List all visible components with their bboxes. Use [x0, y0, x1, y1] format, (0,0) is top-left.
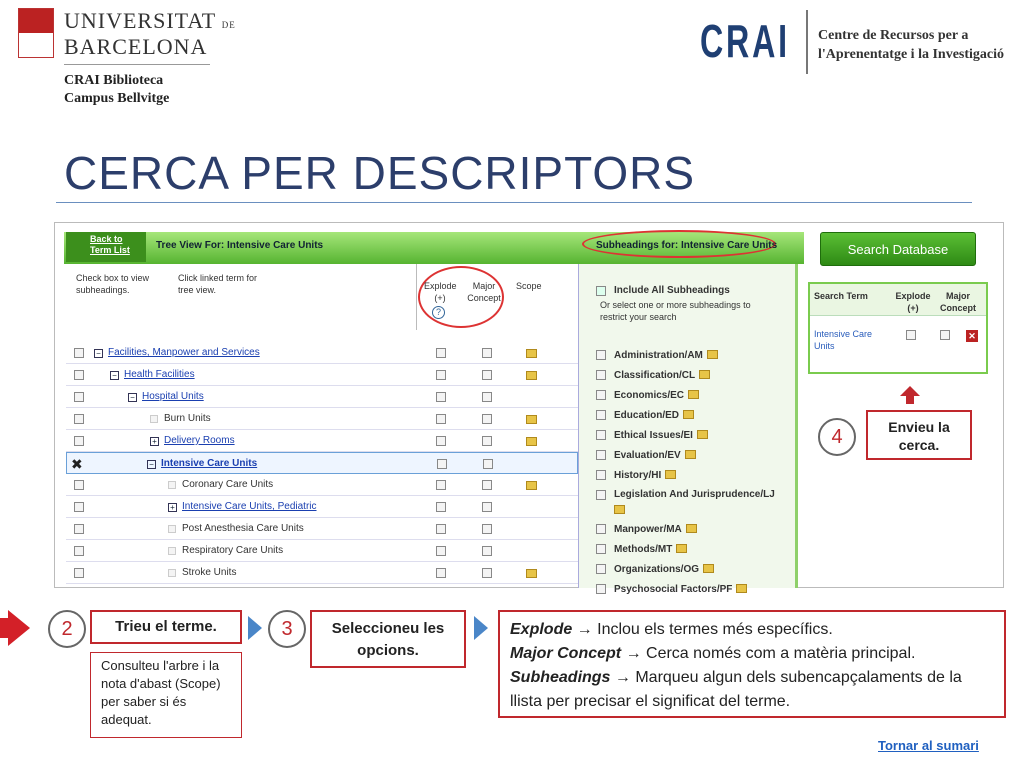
library-line2: Campus Bellvitge [64, 91, 170, 106]
subheading-label: Organizations/OG [614, 564, 700, 575]
explode-checkbox[interactable] [436, 524, 446, 534]
step-4-box: Envieu la cerca. [866, 410, 972, 460]
up-arrow-stem [906, 396, 914, 404]
expand-icon[interactable]: + [168, 503, 177, 512]
term-row [66, 452, 578, 474]
explode-checkbox[interactable] [436, 502, 446, 512]
red-arrow-stem [0, 618, 12, 638]
major-concept-checkbox[interactable] [482, 348, 492, 358]
scope-note-icon[interactable] [685, 450, 696, 459]
explode-checkbox[interactable] [436, 480, 446, 490]
subheading-label: Economics/EC [614, 390, 685, 401]
click-hint: Click linked term for tree view. [178, 273, 258, 295]
subheading-row[interactable] [596, 563, 714, 575]
term-label[interactable]: Health Facilities [124, 369, 195, 380]
col-explode: Explode (+) [424, 281, 457, 303]
term-label: Respiratory Care Units [182, 545, 284, 556]
scope-note-icon[interactable] [526, 437, 537, 446]
collapse-icon[interactable]: − [128, 393, 137, 402]
arrow-right-icon [248, 616, 262, 640]
subheading-row[interactable] [596, 429, 708, 441]
scope-note-icon[interactable] [614, 505, 625, 514]
explode-checkbox[interactable] [436, 348, 446, 358]
expand-icon[interactable]: + [150, 437, 159, 446]
ub-logo [18, 8, 54, 58]
term-row [66, 540, 578, 562]
subheading-checkbox[interactable] [596, 470, 606, 480]
subheading-row[interactable] [596, 449, 696, 461]
subheading-label: Administration/AM [614, 350, 703, 361]
term-checkbox[interactable] [74, 414, 84, 424]
step-2-number: 2 [48, 610, 86, 648]
term-checkbox[interactable] [74, 502, 84, 512]
term-label: Stroke Units [182, 567, 237, 578]
subheading-checkbox[interactable] [596, 584, 606, 594]
subheading-checkbox[interactable] [596, 450, 606, 460]
subheading-checkbox[interactable] [596, 370, 606, 380]
subheading-label: Methods/MT [614, 544, 673, 555]
subheading-checkbox[interactable] [596, 544, 606, 554]
term-row [66, 430, 578, 452]
subheading-row[interactable] [596, 349, 718, 361]
major-concept-checkbox[interactable] [482, 392, 492, 402]
help-icon[interactable]: ? [432, 306, 445, 319]
subheading-row[interactable] [596, 469, 676, 481]
subheading-label: Legislation And Jurisprudence/LJ [614, 489, 775, 500]
term-label: Coronary Care Units [182, 479, 274, 490]
explode-checkbox[interactable] [436, 370, 446, 380]
ub-de: DE [221, 20, 236, 30]
major-concept-checkbox[interactable] [482, 370, 492, 380]
step-3-box: Seleccioneu les opcions. [310, 610, 466, 668]
panel-term[interactable]: Intensive Care Units [814, 329, 873, 351]
subheading-row[interactable] [596, 489, 775, 500]
subheading-label: Psychosocial Factors/PF [614, 584, 733, 595]
crai-text-line1: Centre de Recursos per a [818, 28, 969, 43]
term-label: Burn Units [164, 413, 211, 424]
panel-major-header: Major Concept [940, 291, 976, 313]
explode-checkbox[interactable] [436, 546, 446, 556]
term-row [66, 364, 578, 386]
term-row [66, 496, 578, 518]
remove-term-icon[interactable]: ✕ [966, 330, 978, 342]
major-line: Major Concept → Cerca només com a matèria principal. [510, 645, 916, 662]
crai-logo: CRAI [700, 15, 790, 67]
back-to-term-list-link[interactable]: Back to Term List [66, 232, 146, 262]
explode-checkbox[interactable] [437, 459, 447, 469]
scope-note-icon[interactable] [703, 564, 714, 573]
subheading-checkbox[interactable] [596, 490, 606, 500]
leaf-marker [150, 415, 158, 423]
subheading-label: Evaluation/EV [614, 450, 681, 461]
term-row [66, 386, 578, 408]
back-to-contents-link[interactable]: Tornar al sumari [878, 738, 979, 753]
scope-note-icon[interactable] [736, 584, 747, 593]
scope-note-icon[interactable] [699, 370, 710, 379]
collapse-icon[interactable]: − [94, 349, 103, 358]
term-label[interactable]: Intensive Care Units [161, 458, 258, 469]
term-row [66, 342, 578, 364]
subheading-label: Classification/CL [614, 370, 696, 381]
major-concept-checkbox[interactable] [483, 459, 493, 469]
major-concept-checkbox[interactable] [482, 546, 492, 556]
term-row [66, 562, 578, 584]
subheading-checkbox[interactable] [596, 390, 606, 400]
step-3-number: 3 [268, 610, 306, 648]
term-label[interactable]: Facilities, Manpower and Services [108, 347, 260, 358]
ub-line1: UNIVERSITAT [64, 8, 217, 33]
subheading-row[interactable] [596, 583, 747, 595]
panel-explode-header: Explode (+) [895, 291, 931, 313]
panel-search-term-header: Search Term [814, 291, 868, 301]
major-concept-checkbox[interactable] [482, 436, 492, 446]
explode-checkbox[interactable] [436, 436, 446, 446]
include-all-checkbox[interactable] [596, 286, 606, 296]
leaf-marker [168, 569, 176, 577]
scope-note-icon[interactable] [526, 371, 537, 380]
col-scope: Scope [516, 281, 542, 291]
panel-major-checkbox[interactable] [940, 330, 950, 340]
major-concept-checkbox[interactable] [482, 568, 492, 578]
subheadings-title: Subheadings for: Intensive Care Units [596, 240, 778, 251]
subheading-checkbox[interactable] [596, 430, 606, 440]
term-row [66, 474, 578, 496]
subheadings-line: Subheadings → Marqueu algun dels subencapçalaments de la llista per precisar el significat del terme. [510, 669, 962, 710]
page-title: CERCA PER DESCRIPTORS [64, 147, 696, 199]
subheading-label: Education/ED [614, 410, 680, 421]
scope-note-icon[interactable] [526, 415, 537, 424]
subheading-checkbox[interactable] [596, 350, 606, 360]
crai-description [818, 26, 1004, 64]
subheading-row[interactable] [596, 389, 699, 401]
scope-note-icon[interactable] [676, 544, 687, 553]
selected-marker-icon: ✖ [71, 456, 83, 472]
scope-note-icon[interactable] [697, 430, 708, 439]
explode-line: Explode → Inclou els termes més específics. [510, 621, 833, 638]
term-checkbox[interactable] [74, 568, 84, 578]
subheading-row[interactable] [596, 523, 697, 535]
scope-note-icon[interactable] [526, 569, 537, 578]
term-label: Post Anesthesia Care Units [182, 523, 304, 534]
term-label[interactable]: Delivery Rooms [164, 435, 235, 446]
panel-explode-checkbox[interactable] [906, 330, 916, 340]
step-2-note: Consulteu l'arbre i la nota d'abast (Scope) per saber si és adequat. [90, 652, 242, 738]
subheading-checkbox[interactable] [596, 524, 606, 534]
term-label[interactable]: Intensive Care Units, Pediatric [182, 501, 317, 512]
explode-checkbox[interactable] [436, 568, 446, 578]
title-underline [56, 202, 972, 203]
term-row [66, 518, 578, 540]
arrow-right-icon-2 [474, 616, 488, 640]
leaf-marker [168, 481, 176, 489]
column-divider [416, 264, 417, 330]
term-checkbox[interactable] [74, 370, 84, 380]
explode-checkbox[interactable] [436, 414, 446, 424]
subheading-label: Manpower/MA [614, 524, 682, 535]
scope-note-icon[interactable] [686, 524, 697, 533]
term-checkbox[interactable] [74, 546, 84, 556]
major-concept-checkbox[interactable] [482, 480, 492, 490]
subheading-label: History/HI [614, 470, 662, 481]
ub-wordmark [64, 10, 236, 59]
term-checkbox[interactable] [74, 436, 84, 446]
major-concept-checkbox[interactable] [482, 414, 492, 424]
subheading-row[interactable] [596, 409, 694, 421]
step-2-box: Trieu el terme. [90, 610, 242, 644]
crai-text-line2: l'Aprenentatge i la Investigació [818, 47, 1005, 62]
subheading-row[interactable] [596, 543, 687, 555]
tree-view-title: Tree View For: Intensive Care Units [156, 240, 324, 251]
subheading-checkbox[interactable] [596, 410, 606, 420]
check-hint: Check box to view subheadings. [76, 273, 150, 295]
leaf-marker [168, 547, 176, 555]
library-line1: CRAI Biblioteca [64, 73, 164, 88]
collapse-icon[interactable]: − [110, 371, 119, 380]
library-name [64, 72, 169, 108]
term-row [66, 408, 578, 430]
search-database-button[interactable]: Search Database [820, 232, 976, 266]
term-checkbox[interactable] [74, 392, 84, 402]
subheading-label: Ethical Issues/EI [614, 430, 693, 441]
include-all-row[interactable] [596, 285, 730, 296]
scope-note-icon[interactable] [707, 350, 718, 359]
ub-line2: BARCELONA [64, 34, 208, 59]
crai-divider [806, 10, 808, 74]
collapse-icon[interactable]: − [147, 460, 156, 469]
scope-note-icon[interactable] [665, 470, 676, 479]
include-all-label: Include All Subheadings [614, 285, 730, 296]
col-major: Major Concept [467, 281, 501, 303]
up-arrow-icon [900, 386, 920, 396]
subheading-checkbox[interactable] [596, 564, 606, 574]
term-label[interactable]: Hospital Units [142, 391, 204, 402]
term-checkbox[interactable] [74, 348, 84, 358]
subheadings-instructions: Or select one or more subheadings to restrict your search [600, 300, 751, 322]
term-checkbox[interactable] [74, 480, 84, 490]
major-concept-checkbox[interactable] [482, 524, 492, 534]
scope-note-icon[interactable] [688, 390, 699, 399]
explode-checkbox[interactable] [436, 392, 446, 402]
scope-note-icon[interactable] [526, 481, 537, 490]
term-checkbox[interactable] [74, 524, 84, 534]
subheading-row[interactable] [596, 369, 710, 381]
step-4-number: 4 [818, 418, 856, 456]
scope-note-icon[interactable] [683, 410, 694, 419]
leaf-marker [168, 525, 176, 533]
options-explanation [498, 610, 1006, 718]
major-concept-checkbox[interactable] [482, 502, 492, 512]
scope-note-icon[interactable] [526, 349, 537, 358]
